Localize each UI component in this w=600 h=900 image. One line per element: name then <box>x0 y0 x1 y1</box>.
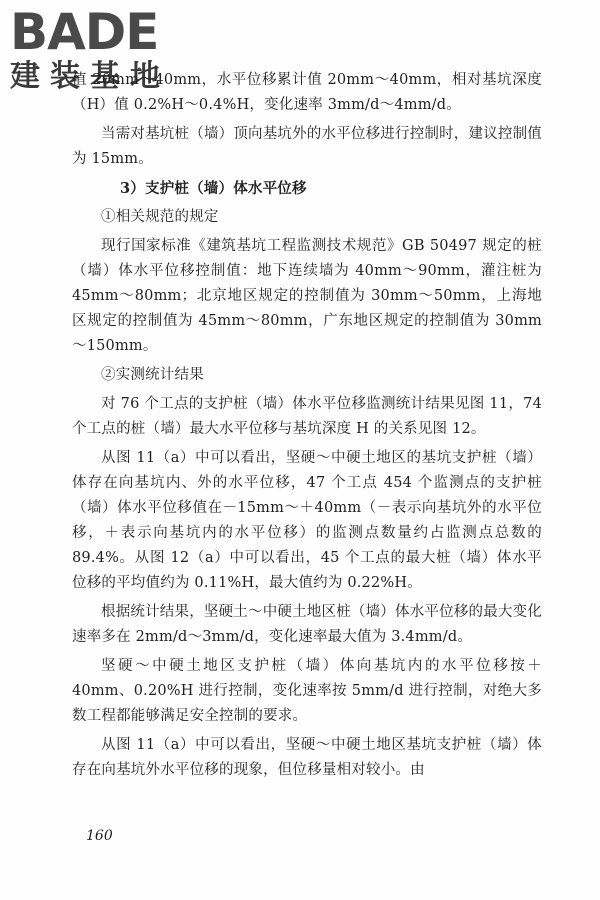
paragraph: 根据统计结果，坚硬土～中硬土地区桩（墙）体水平位移的最大变化速率多在 2mm/d～3mm/d，变化速率最大值为 3.4mm/d。 <box>72 604 542 645</box>
paragraph: 坚硬～中硬土地区支护桩（墙）体向基坑内的水平位移按＋40mm、0.20%H 进行控制，变化速率按 5mm/d 进行控制，对绝大多数工程都能够满足安全控制的要求。 <box>72 658 542 724</box>
paragraph: 值 20mm～40mm，水平位移累计值 20mm～40mm，相对基坑深度（H）值 0.2%H～0.4%H，变化速率 3mm/d～4mm/d。 <box>72 72 542 113</box>
paragraph: 当需对基坑桩（墙）顶向基坑外的水平位移进行控制时，建议控制值为 15mm。 <box>72 126 542 167</box>
subsection-heading: ②实测统计结果 <box>101 367 204 383</box>
page-number: 160 <box>86 828 113 844</box>
logo-text-en: BADE <box>10 3 159 61</box>
paragraph: 从图 11（a）中可以看出，坚硬～中硬土地区基坑支护桩（墙）体存在向基坑外水平位移的现象，但位移量相对较小。由 <box>72 737 542 778</box>
page-body <box>72 68 542 787</box>
paragraph: 对 76 个工点的支护桩（墙）体水平位移监测统计结果见图 11，74 个工点的桩（墙）最大水平位移与基坑深度 H 的关系见图 12。 <box>72 396 542 437</box>
subsection-heading: ①相关规范的规定 <box>101 209 219 225</box>
logo-text-cn: 建装基地 <box>10 59 170 94</box>
paragraph: 从图 11（a）中可以看出，坚硬～中硬土地区的基坑支护桩（墙）体存在向基坑内、外的水平位移，47 个工点 454 个监测点的支护桩（墙）体水平位移值在－15mm～＋40mm（－表示向基坑外的水平位移，＋表示向基坑内的水平位移）的监测点数量约占监测点总数的 89.4%。从图 12（a）中可以看出，45 个工点的最大桩（墙）体水平位移的平均值约为 0.11%H，最大值约为 0.22%H。 <box>72 450 542 591</box>
paragraph: 现行国家标准《建筑基坑工程监测技术规范》GB 50497 规定的桩（墙）体水平位移控制值：地下连续墙为 40mm～90mm，灌注桩为 45mm～80mm；北京地区规定的控制值为 30mm～50mm，上海地区规定的控制值为 45mm～80mm，广东地区规定的控制值为 30mm～150mm。 <box>72 238 542 354</box>
section-heading: 3）支护桩（墙）体水平位移 <box>120 180 307 197</box>
